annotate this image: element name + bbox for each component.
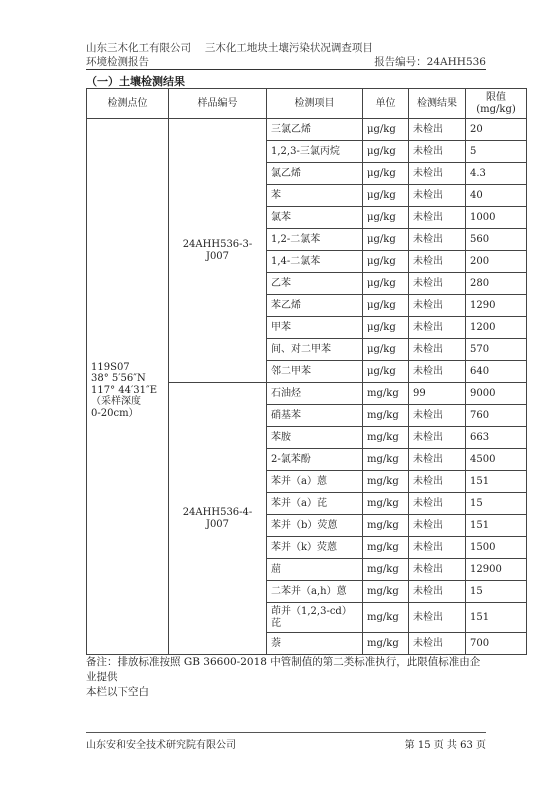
cell-unit: mg/kg: [363, 405, 409, 427]
cell-limit: 151: [466, 471, 527, 493]
cell-unit: μg/kg: [363, 185, 409, 207]
footer-page-number: 第 15 页 共 63 页: [404, 740, 486, 751]
cell-limit: 12900: [466, 559, 527, 581]
cell-item: 1,4-二氯苯: [267, 251, 363, 273]
sample-id: 24AHH536-3-J007: [169, 119, 267, 383]
cell-result: 未检出: [409, 449, 466, 471]
cell-unit: μg/kg: [363, 295, 409, 317]
table-header-row: [87, 89, 527, 119]
cell-result: 未检出: [409, 471, 466, 493]
cell-item: 二苯并（a,h）蒽: [267, 581, 363, 603]
cell-result: 未检出: [409, 317, 466, 339]
remarks: [86, 655, 486, 700]
cell-item: 1,2-二氯苯: [267, 229, 363, 251]
header-subtitle: 环境检测报告: [86, 56, 149, 68]
cell-unit: μg/kg: [363, 273, 409, 295]
cell-unit: μg/kg: [363, 229, 409, 251]
cell-unit: μg/kg: [363, 339, 409, 361]
cell-item: 间、对二甲苯: [267, 339, 363, 361]
cell-result: 未检出: [409, 339, 466, 361]
cell-limit: 40: [466, 185, 527, 207]
cell-unit: mg/kg: [363, 581, 409, 603]
cell-limit: 9000: [466, 383, 527, 405]
cell-unit: mg/kg: [363, 471, 409, 493]
cell-limit: 200: [466, 251, 527, 273]
cell-item: 萘: [267, 633, 363, 655]
col-header-item: 检测项目: [267, 89, 363, 119]
cell-result: 未检出: [409, 185, 466, 207]
cell-item: 䓛: [267, 559, 363, 581]
cell-result: 未检出: [409, 633, 466, 655]
cell-result: 未检出: [409, 229, 466, 251]
cell-item: 氯乙烯: [267, 163, 363, 185]
cell-unit: mg/kg: [363, 603, 409, 633]
cell-item: 苯并（k）荧蒽: [267, 537, 363, 559]
cell-result: 未检出: [409, 537, 466, 559]
cell-unit: μg/kg: [363, 317, 409, 339]
cell-result: 未检出: [409, 295, 466, 317]
cell-result: 未检出: [409, 207, 466, 229]
section-title: （一）土壤检测结果: [86, 75, 185, 88]
cell-item: 茚并（1,2,3-cd）芘: [267, 603, 363, 633]
cell-item: 2-氯苯酚: [267, 449, 363, 471]
cell-result: 未检出: [409, 603, 466, 633]
header-title: 山东三木化工有限公司 三木化工地块土壤污染状况调查项目: [86, 42, 373, 54]
table-row: [87, 119, 527, 141]
cell-limit: 560: [466, 229, 527, 251]
remark-text: 备注：排放标准按照 GB 36600-2018 中管制值的第二类标准执行，此限值标准由企业提供: [86, 656, 481, 683]
cell-unit: μg/kg: [363, 141, 409, 163]
col-header-result: 检测结果: [409, 89, 466, 119]
cell-limit: 4.3: [466, 163, 527, 185]
cell-limit: 640: [466, 361, 527, 383]
cell-item: 乙苯: [267, 273, 363, 295]
report-number: 报告编号：24AHH536: [374, 56, 486, 68]
cell-result: 未检出: [409, 119, 466, 141]
cell-limit: 1000: [466, 207, 527, 229]
cell-limit: 5: [466, 141, 527, 163]
cell-limit: 1200: [466, 317, 527, 339]
cell-limit: 663: [466, 427, 527, 449]
cell-unit: mg/kg: [363, 633, 409, 655]
cell-limit: 151: [466, 603, 527, 633]
cell-unit: mg/kg: [363, 449, 409, 471]
col-header-location: 检测点位: [87, 89, 169, 119]
header-rule: [86, 69, 486, 70]
cell-item: 邻二甲苯: [267, 361, 363, 383]
cell-item: 硝基苯: [267, 405, 363, 427]
cell-result: 未检出: [409, 163, 466, 185]
cell-limit: 15: [466, 493, 527, 515]
cell-item: 氯苯: [267, 207, 363, 229]
cell-unit: mg/kg: [363, 515, 409, 537]
cell-result: 未检出: [409, 361, 466, 383]
cell-limit: 570: [466, 339, 527, 361]
cell-result: 未检出: [409, 251, 466, 273]
cell-limit: 700: [466, 633, 527, 655]
col-header-limit: 限值 (mg/kg): [466, 89, 527, 119]
cell-unit: μg/kg: [363, 251, 409, 273]
cell-unit: μg/kg: [363, 119, 409, 141]
cell-item: 1,2,3-三氯丙烷: [267, 141, 363, 163]
cell-item: 苯: [267, 185, 363, 207]
cell-result: 未检出: [409, 581, 466, 603]
cell-item: 石油烃: [267, 383, 363, 405]
sampling-location: 119S07 38° 5′56″N 117° 44′31″E （采样深度 0-20cm）: [87, 119, 169, 655]
col-header-unit: 单位: [363, 89, 409, 119]
cell-limit: 151: [466, 515, 527, 537]
cell-limit: 4500: [466, 449, 527, 471]
cell-result: 未检出: [409, 427, 466, 449]
cell-result: 未检出: [409, 493, 466, 515]
cell-unit: mg/kg: [363, 537, 409, 559]
cell-item: 苯并（a）蒽: [267, 471, 363, 493]
cell-unit: μg/kg: [363, 361, 409, 383]
cell-limit: 280: [466, 273, 527, 295]
cell-unit: mg/kg: [363, 427, 409, 449]
cell-item: 苯乙烯: [267, 295, 363, 317]
cell-result: 未检出: [409, 559, 466, 581]
col-header-sample-id: 样品编号: [169, 89, 267, 119]
table-body: [87, 119, 527, 655]
cell-result: 99: [409, 383, 466, 405]
cell-result: 未检出: [409, 515, 466, 537]
cell-unit: mg/kg: [363, 559, 409, 581]
cell-limit: 760: [466, 405, 527, 427]
footer-rule: [86, 732, 486, 733]
cell-item: 三氯乙烯: [267, 119, 363, 141]
cell-limit: 20: [466, 119, 527, 141]
sample-id: 24AHH536-4-J007: [169, 383, 267, 655]
cell-unit: mg/kg: [363, 493, 409, 515]
cell-result: 未检出: [409, 273, 466, 295]
soil-results-table: [86, 88, 527, 655]
cell-unit: μg/kg: [363, 207, 409, 229]
cell-limit: 1500: [466, 537, 527, 559]
cell-item: 甲苯: [267, 317, 363, 339]
cell-item: 苯并（a）芘: [267, 493, 363, 515]
cell-item: 苯并（b）荧蒽: [267, 515, 363, 537]
cell-unit: μg/kg: [363, 163, 409, 185]
cell-limit: 1290: [466, 295, 527, 317]
footer-company: 山东安和安全技术研究院有限公司: [86, 740, 236, 751]
cell-result: 未检出: [409, 405, 466, 427]
blank-below-note: 本栏以下空白: [86, 686, 149, 698]
cell-result: 未检出: [409, 141, 466, 163]
cell-item: 苯胺: [267, 427, 363, 449]
cell-limit: 15: [466, 581, 527, 603]
cell-unit: mg/kg: [363, 383, 409, 405]
